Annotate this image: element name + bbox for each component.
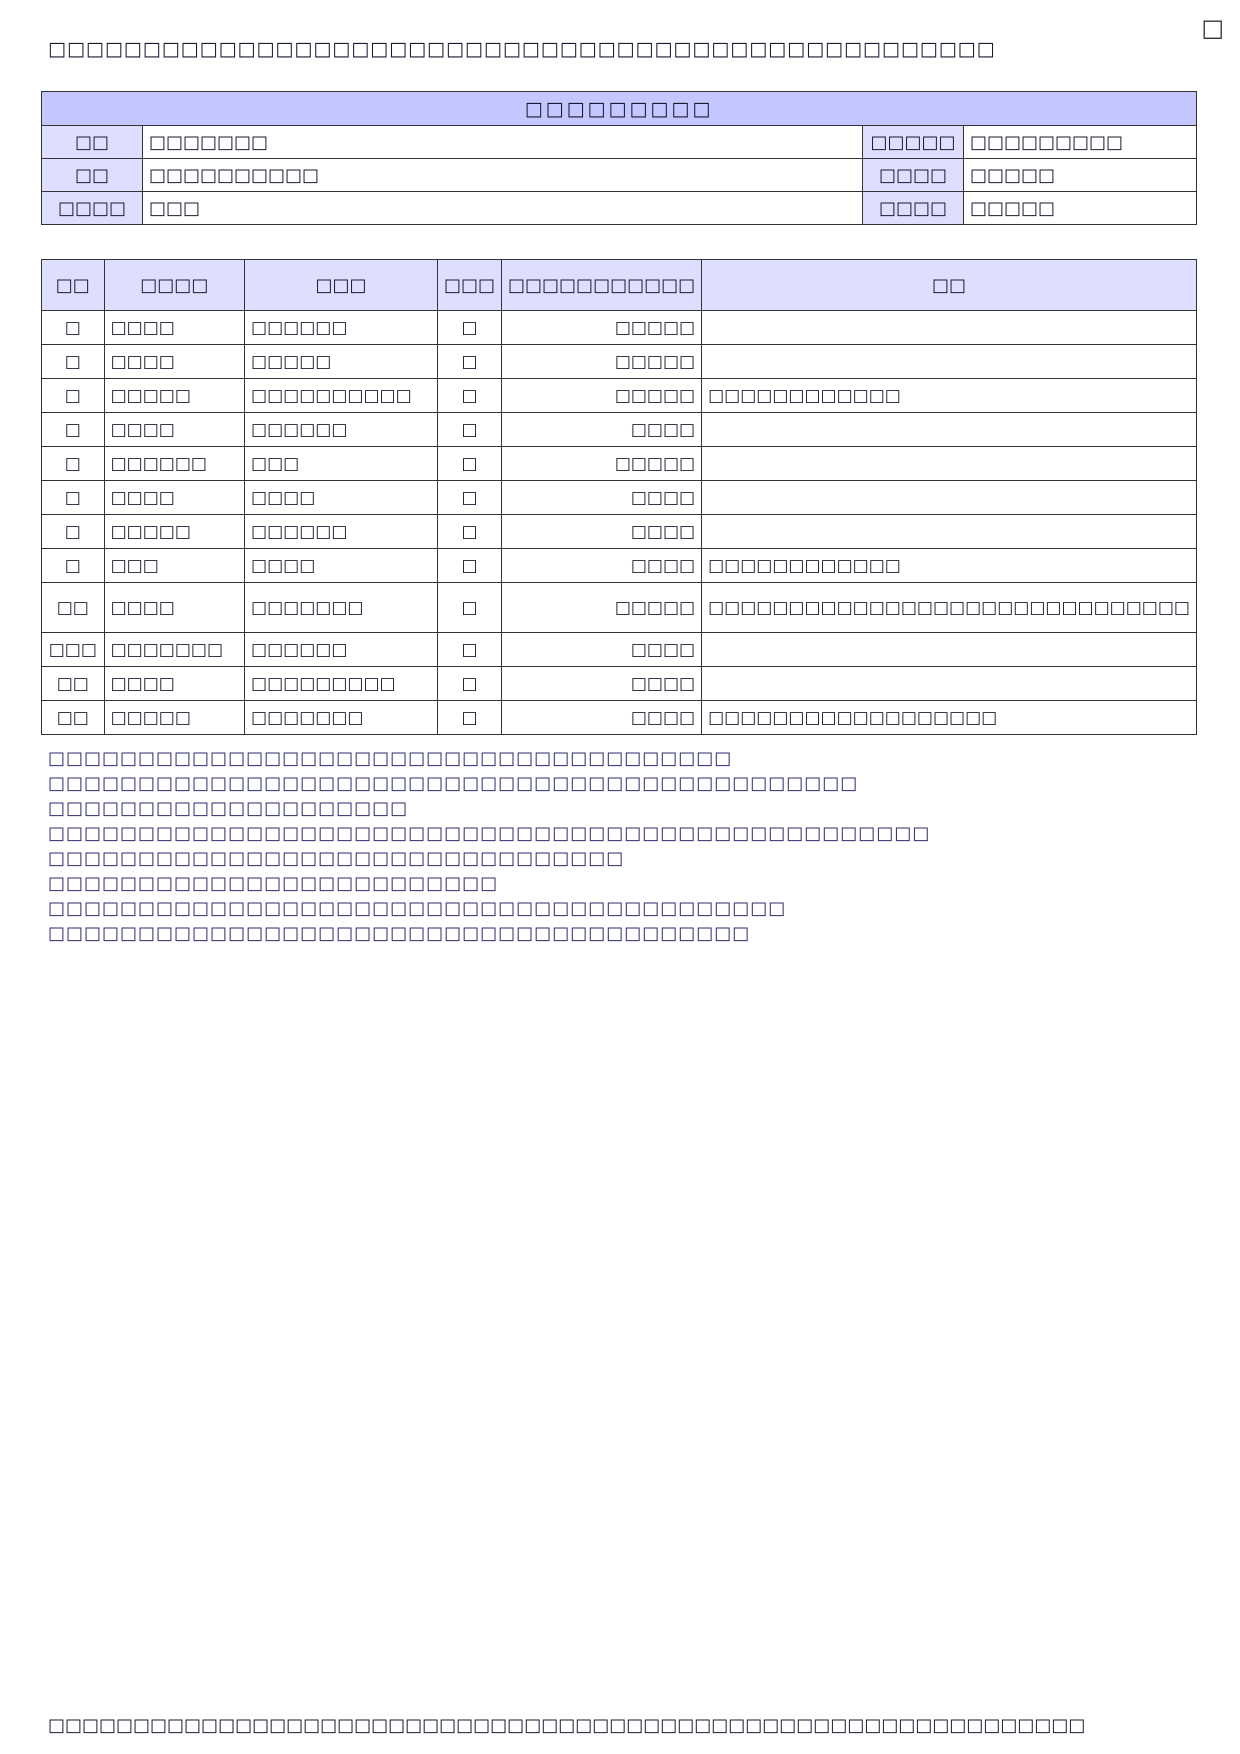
header-amount: □□□□□□□□□□□ [502, 260, 702, 311]
cell-no: □□ [42, 667, 105, 701]
document-header: □□□□□□□□□□□□□□□□□□□□□□□□□□□□□□□□□□□□□□□□□□□□□□□□□□ [48, 38, 996, 60]
cell-col-b: □□□□ [245, 481, 438, 515]
header-note: □□ [702, 260, 1197, 311]
info-label: □□ [42, 126, 143, 159]
cell-amount: □□□□ [502, 633, 702, 667]
cell-no: □□ [42, 701, 105, 735]
cell-amount: □□□□ [502, 701, 702, 735]
info-row [42, 192, 1197, 225]
cell-no: □ [42, 549, 105, 583]
cell-col-a: □□□□□ [104, 379, 244, 413]
table-row [42, 413, 1197, 447]
table-row [42, 633, 1197, 667]
cell-col-b: □□□□□□□□□□ [245, 379, 438, 413]
cell-amount: □□□□□ [502, 379, 702, 413]
cell-qty: □ [438, 481, 502, 515]
cell-no: □□ [42, 583, 105, 633]
info-value: □□□□□ [964, 192, 1197, 225]
cell-amount: □□□□ [502, 667, 702, 701]
cell-col-b: □□□□□□ [245, 413, 438, 447]
info-value: □□□□□□□□□ [964, 126, 1197, 159]
header-col-a: □□□□ [104, 260, 244, 311]
document-footer: □□□□□□□□□□□□□□□□□□□□□□□□□□□□□□□□□□□□□□□□□□□□□□□□□□□□□□□□□□□□□ [48, 1715, 1086, 1736]
cell-no: □ [42, 345, 105, 379]
info-row [42, 159, 1197, 192]
cell-no: □□□ [42, 633, 105, 667]
table-row [42, 379, 1197, 413]
note-line: □□□□□□□□□□□□□□□□□□□□□□□□□ [48, 873, 499, 894]
info-label: □□ [42, 159, 143, 192]
note-line: □□□□□□□□□□□□□□□□□□□□□□□□□□□□□□□□□□□□□□□□□□□□□□□□□ [48, 823, 931, 844]
cell-note [702, 667, 1197, 701]
cell-no: □ [42, 379, 105, 413]
note-line: □□□□□□□□□□□□□□□□□□□□□□□□□□□□□□□□□□□□□□ [48, 748, 733, 769]
cell-qty: □ [438, 583, 502, 633]
items-table [41, 259, 1197, 735]
items-body [42, 311, 1197, 735]
cell-amount: □□□□ [502, 515, 702, 549]
cell-amount: □□□□□ [502, 583, 702, 633]
cell-col-a: □□□□ [104, 345, 244, 379]
cell-col-b: □□□□□□□ [245, 583, 438, 633]
cell-amount: □□□□□ [502, 447, 702, 481]
info-row [42, 126, 1197, 159]
table-row [42, 447, 1197, 481]
cell-qty: □ [438, 549, 502, 583]
cell-col-b: □□□□ [245, 549, 438, 583]
cell-col-b: □□□□□□ [245, 633, 438, 667]
header-col-b: □□□ [245, 260, 438, 311]
note-line: □□□□□□□□□□□□□□□□□□□□□□□□□□□□□□□□□□□□□□□□□ [48, 898, 787, 919]
cell-amount: □□□□ [502, 481, 702, 515]
cell-qty: □ [438, 447, 502, 481]
cell-note [702, 633, 1197, 667]
header-no: □□ [42, 260, 105, 311]
cell-no: □ [42, 413, 105, 447]
cell-note [702, 311, 1197, 345]
cell-qty: □ [438, 311, 502, 345]
table-row [42, 311, 1197, 345]
table-row [42, 515, 1197, 549]
cell-col-b: □□□□□□□ [245, 701, 438, 735]
cell-col-a: □□□□ [104, 311, 244, 345]
table-row [42, 667, 1197, 701]
cell-col-a: □□□□□ [104, 701, 244, 735]
cell-qty: □ [438, 667, 502, 701]
info-value: □□□□□□□□□□ [143, 159, 863, 192]
cell-qty: □ [438, 413, 502, 447]
cell-amount: □□□□□ [502, 311, 702, 345]
cell-col-a: □□□ [104, 549, 244, 583]
notes-block [48, 746, 1180, 946]
cell-note: □□□□□□□□□□□□□□□□□□□□□□□□□□□□□□ [702, 583, 1197, 633]
info-label: □□□□□ [863, 126, 964, 159]
cell-col-a: □□□□ [104, 413, 244, 447]
cell-col-b: □□□□□□ [245, 311, 438, 345]
table-row [42, 583, 1197, 633]
cell-qty: □ [438, 345, 502, 379]
cell-qty: □ [438, 515, 502, 549]
note-line: □□□□□□□□□□□□□□□□□□□□□□□□□□□□□□□□□□□□□□□□□□□□□ [48, 773, 859, 794]
cell-amount: □□□□□ [502, 345, 702, 379]
cell-col-b: □□□□□ [245, 345, 438, 379]
note-line: □□□□□□□□□□□□□□□□□□□□□□□□□□□□□□□□ [48, 848, 625, 869]
cell-col-a: □□□□ [104, 667, 244, 701]
cell-col-b: □□□□□□ [245, 515, 438, 549]
cell-note [702, 447, 1197, 481]
cell-col-a: □□□□ [104, 481, 244, 515]
table-row [42, 701, 1197, 735]
info-label: □□□□ [42, 192, 143, 225]
page-marker: □ [1201, 14, 1224, 42]
info-title-row [42, 92, 1197, 126]
cell-amount: □□□□ [502, 549, 702, 583]
table-row [42, 549, 1197, 583]
info-title: □□□□□□□□□ [42, 92, 1197, 126]
info-value: □□□ [143, 192, 863, 225]
cell-col-b: □□□□□□□□□ [245, 667, 438, 701]
cell-qty: □ [438, 633, 502, 667]
cell-col-a: □□□□□□□ [104, 633, 244, 667]
info-table [41, 91, 1197, 225]
cell-col-b: □□□ [245, 447, 438, 481]
cell-note: □□□□□□□□□□□□ [702, 379, 1197, 413]
cell-note: □□□□□□□□□□□□□□□□□□ [702, 701, 1197, 735]
cell-qty: □ [438, 701, 502, 735]
cell-note [702, 481, 1197, 515]
cell-no: □ [42, 311, 105, 345]
cell-note [702, 345, 1197, 379]
note-line: □□□□□□□□□□□□□□□□□□□□□□□□□□□□□□□□□□□□□□□ [48, 923, 751, 944]
cell-col-a: □□□□□ [104, 515, 244, 549]
info-value: □□□□□□□ [143, 126, 863, 159]
cell-note [702, 515, 1197, 549]
items-header-row [42, 260, 1197, 311]
info-label: □□□□ [863, 159, 964, 192]
cell-no: □ [42, 481, 105, 515]
info-label: □□□□ [863, 192, 964, 225]
header-qty: □□□ [438, 260, 502, 311]
cell-col-a: □□□□ [104, 583, 244, 633]
cell-col-a: □□□□□□ [104, 447, 244, 481]
cell-note [702, 413, 1197, 447]
cell-no: □ [42, 447, 105, 481]
cell-note: □□□□□□□□□□□□ [702, 549, 1197, 583]
table-row [42, 345, 1197, 379]
info-value: □□□□□ [964, 159, 1197, 192]
cell-qty: □ [438, 379, 502, 413]
table-row [42, 481, 1197, 515]
cell-amount: □□□□ [502, 413, 702, 447]
note-line: □□□□□□□□□□□□□□□□□□□□ [48, 798, 409, 819]
cell-no: □ [42, 515, 105, 549]
